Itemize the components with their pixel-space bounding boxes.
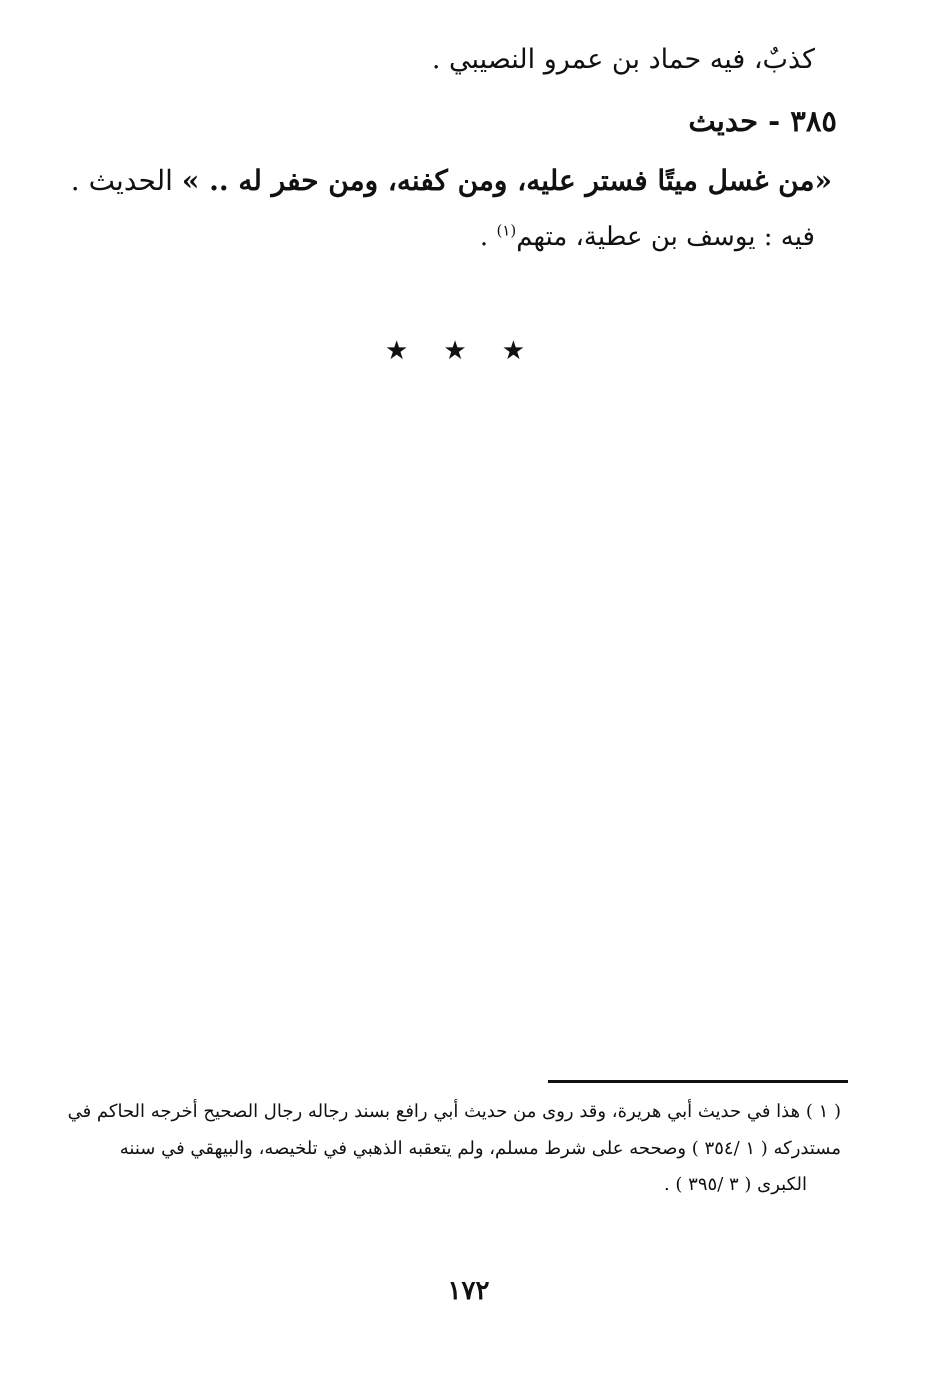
star-icon: ★ [501, 336, 525, 366]
hadith-text-line [71, 164, 832, 197]
hadith-tail: الحديث . [70, 164, 182, 197]
footnote-line: مستدركه ( ١ /٣٥٤ ) وصححه على شرط مسلم، ولم يتعقبه الذهبي في تلخيصه، والبيهقي في سننه [119, 1138, 841, 1159]
page-number: ١٧٢ [447, 1276, 490, 1306]
narrator-note [480, 222, 815, 252]
footnote-line: الكبرى ( ٣ /٣٩٥ ) . [663, 1174, 807, 1195]
narrator-note-end: . [479, 222, 497, 252]
narrator-note-text: فيه : يوسف بن عطية، متهم [516, 222, 815, 252]
text-line-continuation: كذبٌ، فيه حماد بن عمرو النصيبي . [431, 44, 815, 75]
hadith-heading: ٣٨٥ - حديث [688, 104, 837, 138]
hadith-text: «من غسل ميتًا فستر عليه، ومن كفنه، ومن حفر له .. » [181, 164, 832, 197]
footnote-line: ( ١ ) هذا في حديث أبي هريرة، وقد روى من حديث أبي رافع بسند رجاله رجال الصحيح أخرجه الحاكم في [67, 1101, 841, 1122]
star-icon: ★ [385, 336, 409, 366]
footnote-separator-rule [548, 1080, 848, 1083]
star-icon: ★ [443, 336, 467, 366]
footnote-reference: (١) [496, 221, 517, 240]
section-separator [385, 336, 525, 366]
